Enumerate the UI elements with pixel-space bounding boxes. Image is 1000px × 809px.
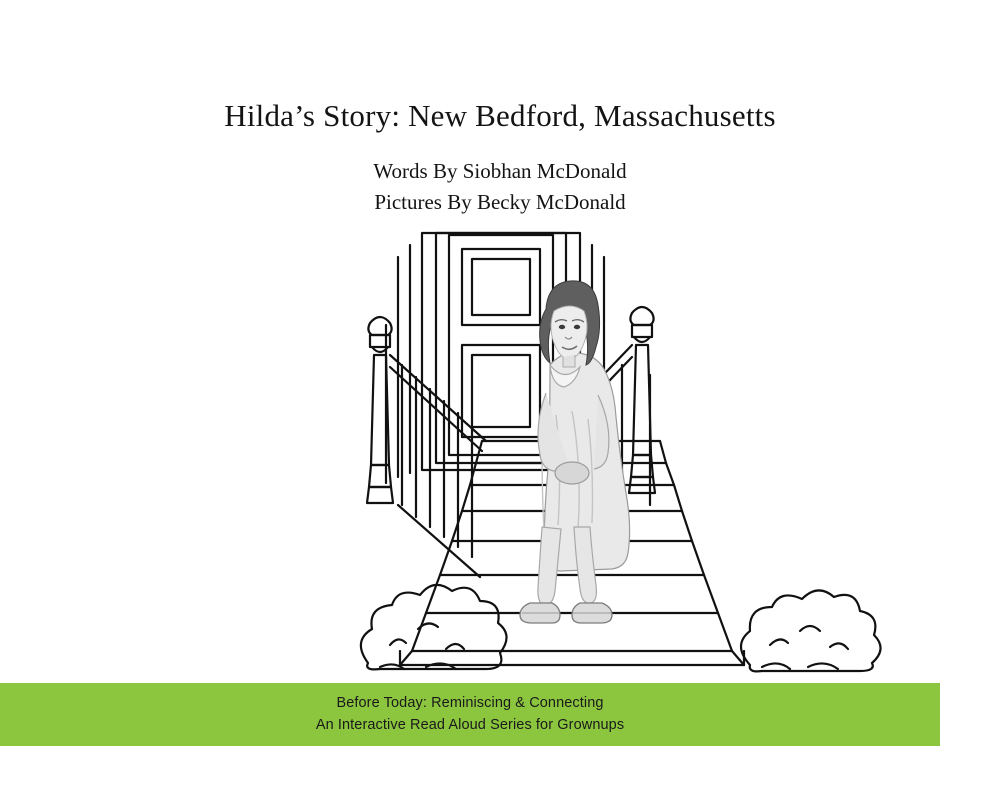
series-title: Before Today: Reminiscing & Connecting — [336, 695, 604, 712]
illustrator-credit: Pictures By Becky McDonald — [374, 190, 626, 215]
right-bush — [741, 590, 881, 671]
cover-illustration — [250, 205, 890, 685]
girl-photo-figure — [520, 281, 630, 623]
page-title: Hilda’s Story: New Bedford, Massachusetts — [224, 98, 776, 133]
series-subtitle: An Interactive Read Aloud Series for Grownups — [315, 716, 625, 733]
series-footer-banner — [0, 683, 940, 746]
author-credit: Words By Siobhan McDonald — [373, 158, 627, 183]
title-block — [0, 98, 1000, 219]
left-bush — [361, 585, 507, 670]
left-railing — [367, 317, 486, 577]
